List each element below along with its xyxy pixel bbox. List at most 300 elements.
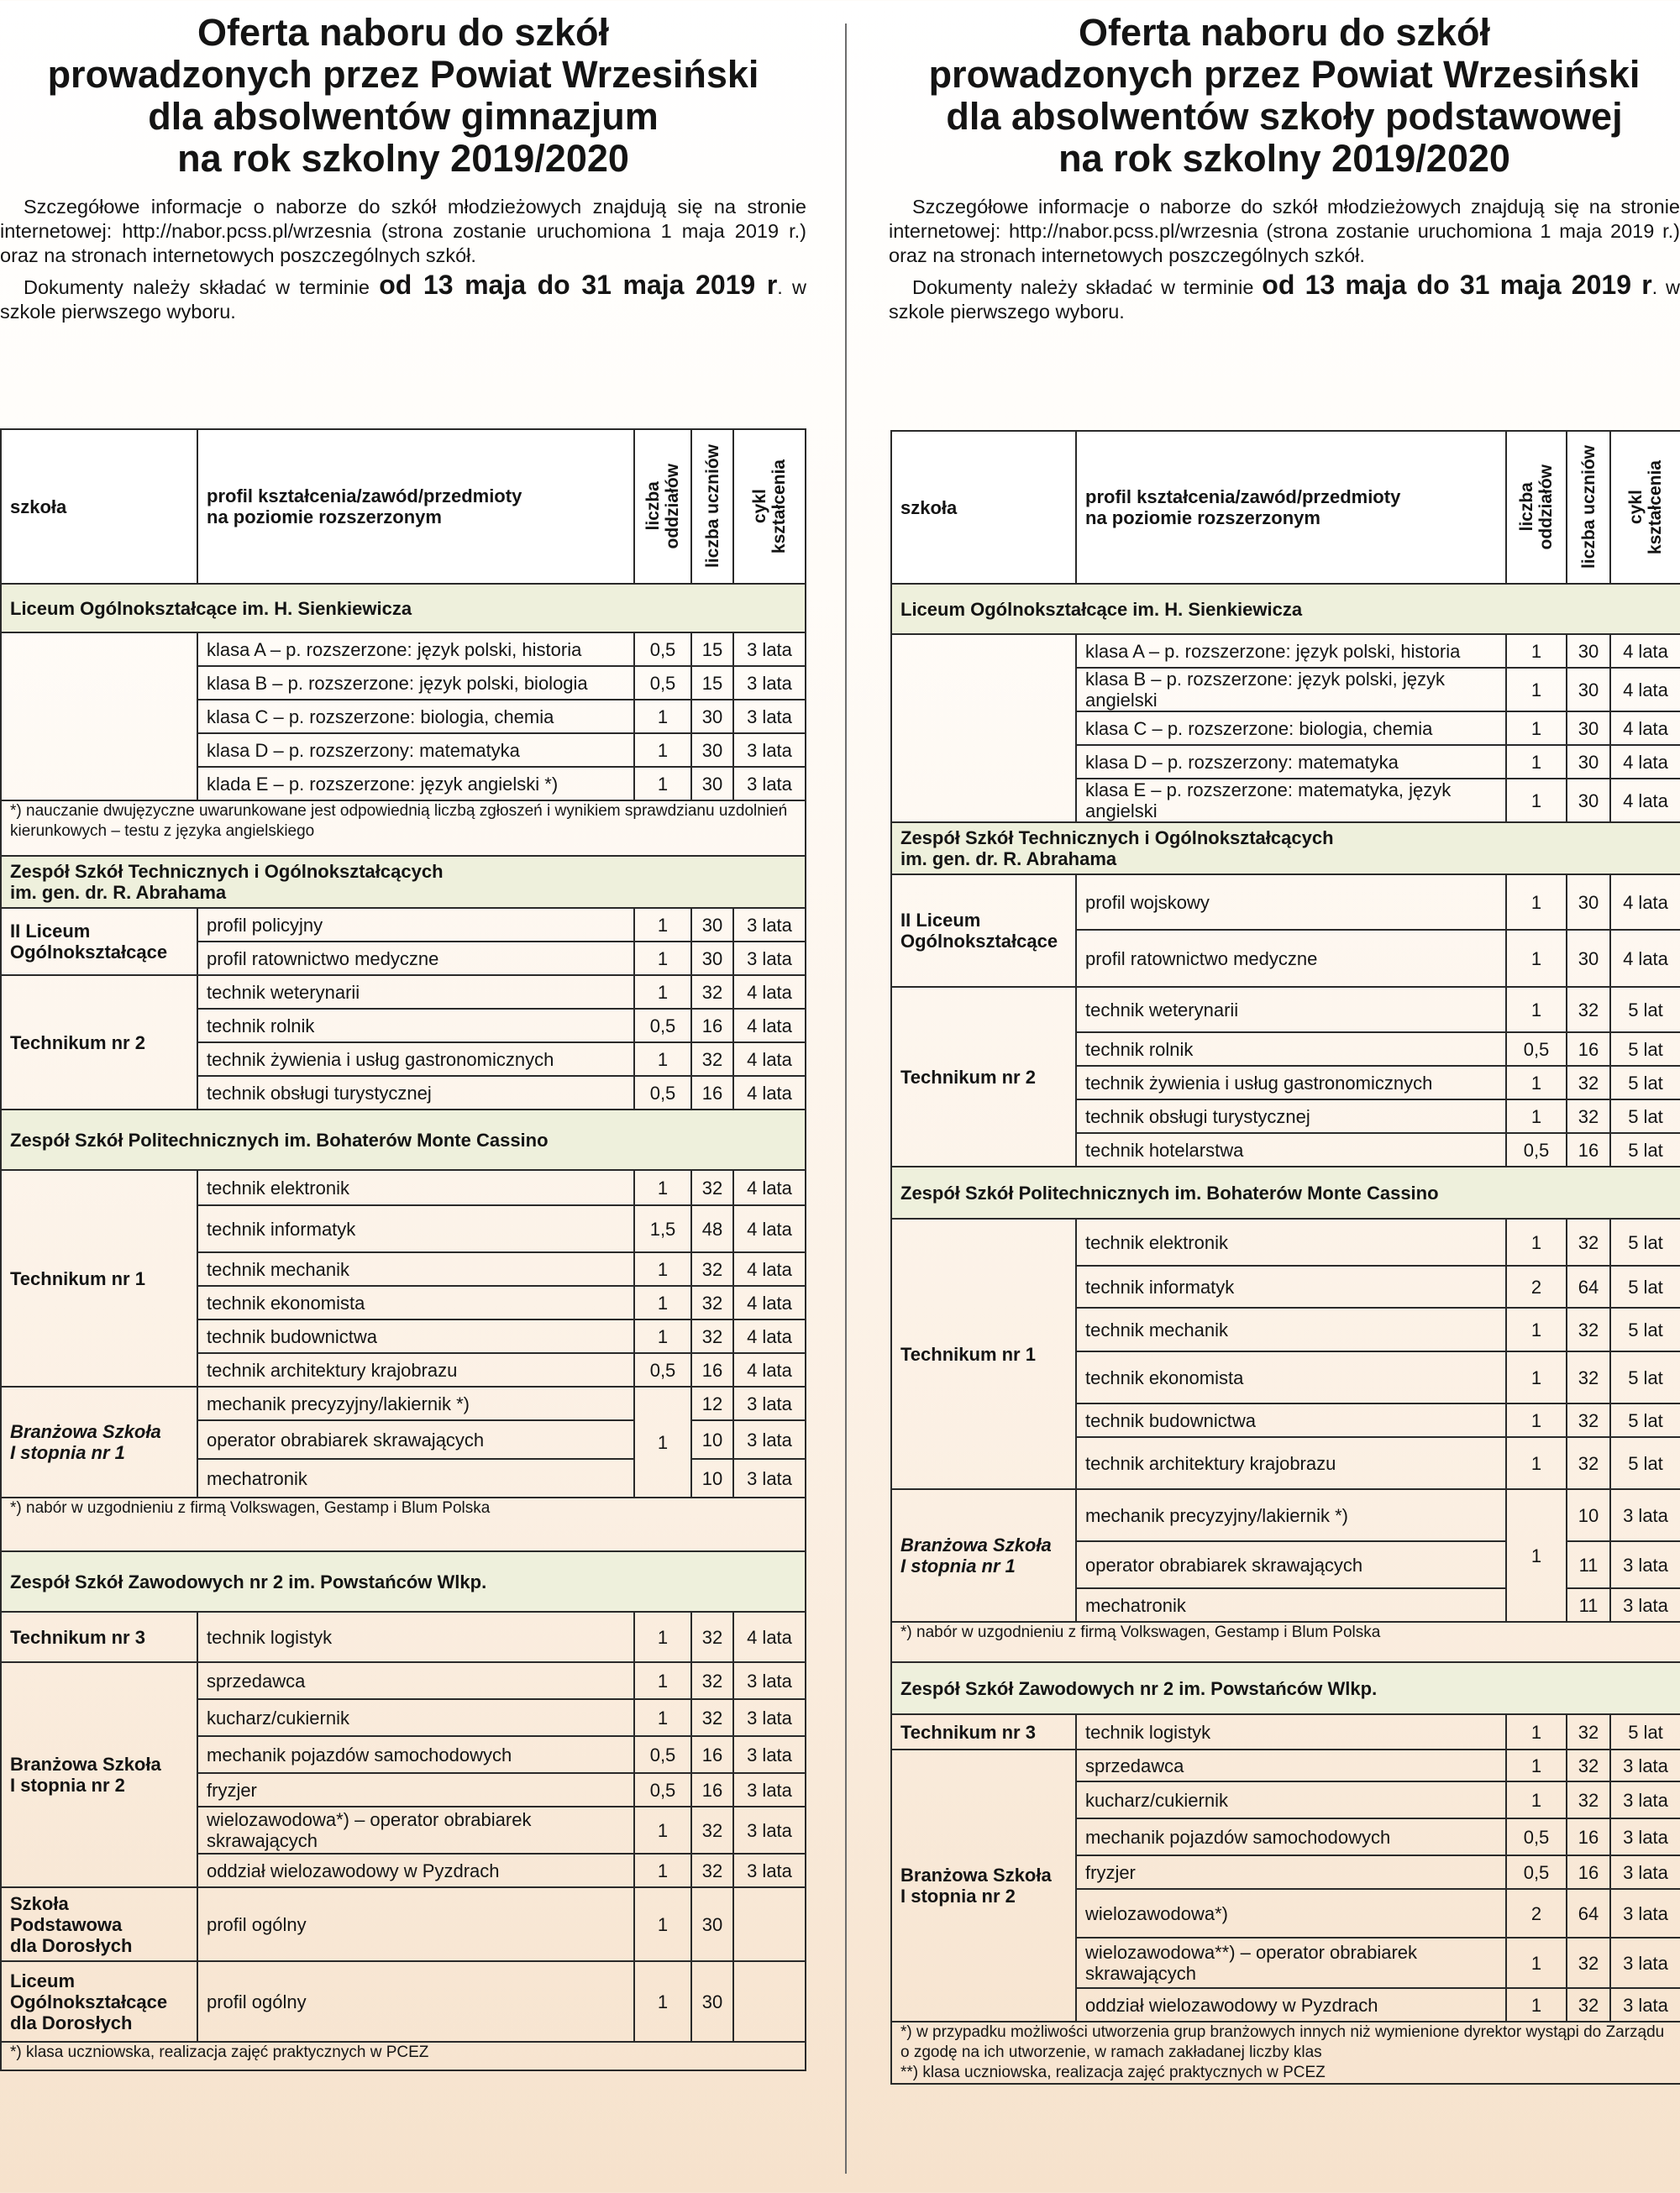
profile-cell: technik weterynarii bbox=[197, 975, 634, 1009]
section-name: Zespół Szkół Technicznych i Ogólnokształcących im. gen. dr. R. Abrahama bbox=[1, 856, 806, 908]
students-cell: 32 bbox=[1567, 1781, 1610, 1818]
section-name: Zespół Szkół Technicznych i Ogólnokształcących im. gen. dr. R. Abrahama bbox=[891, 822, 1680, 874]
classes-cell: 0,5 bbox=[634, 1009, 691, 1042]
students-cell: 11 bbox=[1567, 1541, 1610, 1588]
cycle-cell: 3 lata bbox=[733, 666, 806, 700]
students-cell: 30 bbox=[691, 767, 733, 800]
cycle-cell: 5 lat bbox=[1610, 1714, 1680, 1750]
profile-cell: fryzjer bbox=[197, 1773, 634, 1807]
cycle-cell: 5 lat bbox=[1610, 1437, 1680, 1489]
school-name bbox=[1, 632, 197, 800]
classes-cell: 1 bbox=[634, 908, 691, 942]
students-cell: 16 bbox=[691, 1353, 733, 1387]
footnote: *) nabór w uzgodnieniu z firmą Volkswagen, Gestamp i Blum Polska bbox=[891, 1622, 1680, 1662]
students-cell: 16 bbox=[1567, 1818, 1610, 1855]
profile-cell: technik weterynarii bbox=[1076, 987, 1506, 1032]
cycle-cell: 5 lat bbox=[1610, 1066, 1680, 1099]
header-profile: profil kształcenia/zawód/przedmioty na poziomie rozszerzonym bbox=[197, 429, 634, 584]
table-row bbox=[1, 975, 806, 1009]
section-row bbox=[1, 1551, 806, 1612]
classes-cell: 0,5 bbox=[634, 632, 691, 666]
footnote-row bbox=[1, 800, 806, 856]
left-intro-deadline-suffix: . w szkole pierwszego wyboru. bbox=[0, 276, 807, 323]
classes-cell: 1 bbox=[1506, 1351, 1567, 1403]
profile-cell: oddział wielozawodowy w Pyzdrach bbox=[197, 1854, 634, 1887]
students-cell: 32 bbox=[691, 1042, 733, 1076]
cycle-cell: 5 lat bbox=[1610, 1032, 1680, 1066]
profile-cell: klasa D – p. rozszerzony: matematyka bbox=[1076, 745, 1506, 779]
cycle-cell bbox=[733, 1961, 806, 2042]
students-cell: 32 bbox=[1567, 1437, 1610, 1489]
cycle-cell: 4 lata bbox=[1610, 634, 1680, 668]
students-cell: 32 bbox=[1567, 1351, 1610, 1403]
cycle-cell: 3 lata bbox=[1610, 1855, 1680, 1889]
students-cell: 30 bbox=[691, 942, 733, 975]
cycle-cell: 3 lata bbox=[733, 1807, 806, 1854]
header-classes-label: liczba oddziałów bbox=[1517, 464, 1556, 550]
classes-cell: 1 bbox=[1506, 874, 1567, 930]
students-cell: 32 bbox=[691, 1170, 733, 1205]
classes-cell: 0,5 bbox=[634, 1353, 691, 1387]
profile-cell: wielozawodowa*) – operator obrabiarek skrawających bbox=[197, 1807, 634, 1854]
table-row bbox=[891, 1219, 1680, 1266]
table-row bbox=[891, 874, 1680, 930]
profile-cell: technik logistyk bbox=[1076, 1714, 1506, 1750]
students-cell: 30 bbox=[1567, 668, 1610, 711]
cycle-cell: 3 lata bbox=[1610, 1781, 1680, 1818]
left-intro-deadline-paragraph bbox=[0, 270, 807, 324]
header-cycle bbox=[1610, 431, 1680, 584]
students-cell: 16 bbox=[1567, 1855, 1610, 1889]
students-cell: 32 bbox=[1567, 1219, 1610, 1266]
classes-cell: 0,5 bbox=[1506, 1133, 1567, 1167]
classes-cell: 1 bbox=[1506, 1066, 1567, 1099]
profile-cell: technik architektury krajobrazu bbox=[1076, 1437, 1506, 1489]
profile-cell: klasa E – p. rozszerzone: matematyka, język angielski bbox=[1076, 779, 1506, 822]
table-row bbox=[1, 632, 806, 666]
classes-cell: 1 bbox=[634, 1854, 691, 1887]
left-column bbox=[0, 0, 806, 329]
cycle-cell: 5 lat bbox=[1610, 1308, 1680, 1351]
footnote: *) w przypadku możliwości utworzenia grup branżowych innych niż wymienione dyrektor wystąpi do Zarządu o zgodę na ich utworzenie, w ramach zakładanej liczby klas **) klasa uczniowska, realizacja zajęć praktycznych w PCEZ bbox=[891, 2022, 1680, 2084]
cycle-cell: 4 lata bbox=[733, 1252, 806, 1286]
cycle-cell: 4 lata bbox=[1610, 745, 1680, 779]
footnote-row bbox=[1, 1498, 806, 1551]
cycle-cell: 3 lata bbox=[733, 1736, 806, 1773]
school-name: Technikum nr 1 bbox=[891, 1219, 1076, 1489]
right-offer-table bbox=[890, 430, 1680, 2085]
classes-cell: 1,5 bbox=[634, 1205, 691, 1252]
profile-cell: klasa B – p. rozszerzone: język polski, język angielski bbox=[1076, 668, 1506, 711]
classes-cell: 1 bbox=[1506, 711, 1567, 745]
profile-cell: sprzedawca bbox=[1076, 1750, 1506, 1781]
classes-cell: 1 bbox=[634, 942, 691, 975]
profile-cell: technik mechanik bbox=[197, 1252, 634, 1286]
right-intro bbox=[889, 195, 1680, 324]
classes-cell: 1 bbox=[1506, 634, 1567, 668]
profile-cell: technik informatyk bbox=[197, 1205, 634, 1252]
profile-cell: technik informatyk bbox=[1076, 1266, 1506, 1308]
profile-cell: mechanik pojazdów samochodowych bbox=[197, 1736, 634, 1773]
section-row bbox=[1, 856, 806, 908]
students-cell: 16 bbox=[691, 1076, 733, 1110]
profile-cell: technik mechanik bbox=[1076, 1308, 1506, 1351]
classes-cell: 1 bbox=[634, 1387, 691, 1498]
students-cell: 30 bbox=[1567, 874, 1610, 930]
classes-cell: 1 bbox=[1506, 1781, 1567, 1818]
profile-cell: technik ekonomista bbox=[197, 1286, 634, 1319]
profile-cell: kucharz/cukiernik bbox=[197, 1699, 634, 1736]
cycle-cell: 3 lata bbox=[733, 1420, 806, 1459]
students-cell: 12 bbox=[691, 1387, 733, 1420]
classes-cell: 1 bbox=[634, 767, 691, 800]
cycle-cell: 3 lata bbox=[733, 1662, 806, 1699]
left-deadline: od 13 maja do 31 maja 2019 r bbox=[379, 270, 778, 300]
cycle-cell: 3 lata bbox=[733, 733, 806, 767]
students-cell: 10 bbox=[1567, 1489, 1610, 1541]
profile-cell: technik hotelarstwa bbox=[1076, 1133, 1506, 1167]
table-row bbox=[891, 1489, 1680, 1541]
students-cell: 32 bbox=[1567, 1308, 1610, 1351]
cycle-cell: 3 lata bbox=[1610, 1818, 1680, 1855]
cycle-cell: 4 lata bbox=[1610, 711, 1680, 745]
profile-cell: profil wojskowy bbox=[1076, 874, 1506, 930]
students-cell: 64 bbox=[1567, 1889, 1610, 1938]
profile-cell: mechatronik bbox=[197, 1459, 634, 1498]
column-divider bbox=[845, 24, 847, 2174]
cycle-cell: 4 lata bbox=[733, 1353, 806, 1387]
classes-cell: 1 bbox=[1506, 1099, 1567, 1133]
cycle-cell: 3 lata bbox=[1610, 1938, 1680, 1988]
classes-cell: 1 bbox=[634, 975, 691, 1009]
profile-cell: profil ogólny bbox=[197, 1887, 634, 1961]
table-row bbox=[891, 1714, 1680, 1750]
cycle-cell: 5 lat bbox=[1610, 1403, 1680, 1437]
classes-cell: 1 bbox=[634, 733, 691, 767]
students-cell: 32 bbox=[1567, 1750, 1610, 1781]
students-cell: 30 bbox=[1567, 779, 1610, 822]
left-intro-info: Szczegółowe informacje o naborze do szkół młodzieżowych znajdują się na stronie internetowej: http://nabor.pcss.pl/wrzesnia (strona zostanie uruchomiona 1 maja 2019 r.) oraz na stronach internetowych poszczególnych szkół. bbox=[0, 196, 806, 266]
section-name: Zespół Szkół Politechnicznych im. Bohaterów Monte Cassino bbox=[1, 1110, 806, 1170]
classes-cell: 1 bbox=[634, 1961, 691, 2042]
profile-cell: klada E – p. rozszerzone: język angielski *) bbox=[197, 767, 634, 800]
cycle-cell bbox=[733, 1887, 806, 1961]
school-name: Szkoła Podstawowa dla Dorosłych bbox=[1, 1887, 197, 1961]
classes-cell: 1 bbox=[634, 1699, 691, 1736]
section-name: Liceum Ogólnokształcące im. H. Sienkiewicza bbox=[891, 584, 1680, 634]
students-cell: 32 bbox=[1567, 1099, 1610, 1133]
profile-cell: technik architektury krajobrazu bbox=[197, 1353, 634, 1387]
students-cell: 16 bbox=[1567, 1032, 1610, 1066]
students-cell: 11 bbox=[1567, 1588, 1610, 1622]
header-students bbox=[1567, 431, 1610, 584]
header-students-label: liczba uczniów bbox=[702, 444, 722, 569]
footnote-row bbox=[891, 2022, 1680, 2084]
cycle-cell: 3 lata bbox=[1610, 1588, 1680, 1622]
classes-cell: 1 bbox=[634, 1319, 691, 1353]
classes-cell: 1 bbox=[1506, 1219, 1567, 1266]
right-title: Oferta naboru do szkół prowadzonych przez Powiat Wrzesiński dla absolwentów szkoły podstawowej na rok szkolny 2019/2020 bbox=[928, 11, 1641, 180]
profile-cell: technik obsługi turystycznej bbox=[197, 1076, 634, 1110]
classes-cell: 1 bbox=[634, 1286, 691, 1319]
students-cell: 32 bbox=[691, 975, 733, 1009]
cycle-cell: 3 lata bbox=[733, 1459, 806, 1498]
cycle-cell: 3 lata bbox=[733, 942, 806, 975]
left-intro bbox=[0, 195, 806, 324]
classes-cell: 1 bbox=[1506, 1988, 1567, 2022]
cycle-cell: 4 lata bbox=[733, 1170, 806, 1205]
students-cell: 30 bbox=[691, 700, 733, 733]
students-cell: 30 bbox=[691, 1887, 733, 1961]
students-cell: 15 bbox=[691, 666, 733, 700]
students-cell: 30 bbox=[1567, 634, 1610, 668]
classes-cell: 1 bbox=[1506, 987, 1567, 1032]
cycle-cell: 4 lata bbox=[733, 1612, 806, 1662]
right-intro-deadline-suffix: . w szkole pierwszego wyboru. bbox=[889, 276, 1680, 323]
students-cell: 32 bbox=[691, 1699, 733, 1736]
footnote: *) klasa uczniowska, realizacja zajęć praktycznych w PCEZ bbox=[1, 2042, 806, 2070]
cycle-cell: 3 lata bbox=[733, 1387, 806, 1420]
students-cell: 30 bbox=[691, 733, 733, 767]
left-title: Oferta naboru do szkół prowadzonych przez Powiat Wrzesiński dla absolwentów gimnazjum na rok szkolny 2019/2020 bbox=[47, 11, 759, 180]
cycle-cell: 5 lat bbox=[1610, 987, 1680, 1032]
classes-cell: 1 bbox=[634, 1807, 691, 1854]
students-cell: 30 bbox=[691, 908, 733, 942]
classes-cell: 1 bbox=[634, 1170, 691, 1205]
classes-cell: 0,5 bbox=[634, 1736, 691, 1773]
profile-cell: operator obrabiarek skrawających bbox=[197, 1420, 634, 1459]
students-cell: 16 bbox=[691, 1773, 733, 1807]
profile-cell: klasa A – p. rozszerzone: język polski, historia bbox=[1076, 634, 1506, 668]
header-school: szkoła bbox=[891, 431, 1076, 584]
profile-cell: operator obrabiarek skrawających bbox=[1076, 1541, 1506, 1588]
students-cell: 15 bbox=[691, 632, 733, 666]
cycle-cell: 4 lata bbox=[733, 1205, 806, 1252]
profile-cell: technik obsługi turystycznej bbox=[1076, 1099, 1506, 1133]
students-cell: 30 bbox=[691, 1961, 733, 2042]
cycle-cell: 5 lat bbox=[1610, 1266, 1680, 1308]
table-row bbox=[1, 1387, 806, 1420]
students-cell: 32 bbox=[1567, 1714, 1610, 1750]
table-row bbox=[891, 1750, 1680, 1781]
classes-cell: 1 bbox=[1506, 668, 1567, 711]
school-name: II Liceum Ogólnokształcące bbox=[891, 874, 1076, 987]
cycle-cell: 4 lata bbox=[733, 1076, 806, 1110]
classes-cell: 1 bbox=[634, 1662, 691, 1699]
classes-cell: 1 bbox=[634, 1887, 691, 1961]
header-students-label: liczba uczniów bbox=[1578, 445, 1599, 569]
classes-cell: 0,5 bbox=[1506, 1818, 1567, 1855]
footnote-row bbox=[1, 2042, 806, 2070]
cycle-cell: 3 lata bbox=[1610, 1988, 1680, 2022]
classes-cell: 2 bbox=[1506, 1266, 1567, 1308]
students-cell: 32 bbox=[691, 1252, 733, 1286]
left-offer-table bbox=[0, 428, 806, 2071]
table-row bbox=[1, 908, 806, 942]
classes-cell: 1 bbox=[1506, 1437, 1567, 1489]
profile-cell: kucharz/cukiernik bbox=[1076, 1781, 1506, 1818]
students-cell: 10 bbox=[691, 1420, 733, 1459]
footnote-row bbox=[891, 1622, 1680, 1662]
school-name: Branżowa Szkoła I stopnia nr 2 bbox=[1, 1662, 197, 1887]
cycle-cell: 4 lata bbox=[1610, 874, 1680, 930]
profile-cell: sprzedawca bbox=[197, 1662, 634, 1699]
left-intro-deadline-prefix: Dokumenty należy składać w terminie bbox=[24, 276, 370, 298]
students-cell: 32 bbox=[1567, 1403, 1610, 1437]
right-intro-info: Szczegółowe informacje o naborze do szkół młodzieżowych znajdują się na stronie internetowej: http://nabor.pcss.pl/wrzesnia (strona zostanie uruchomiona 1 maja 2019 r.) oraz na stronach internetowych poszczególnych szkół. bbox=[889, 196, 1680, 266]
section-name: Zespół Szkół Zawodowych nr 2 im. Powstańców Wlkp. bbox=[891, 1662, 1680, 1714]
profile-cell: klasa D – p. rozszerzony: matematyka bbox=[197, 733, 634, 767]
profile-cell: mechanik pojazdów samochodowych bbox=[1076, 1818, 1506, 1855]
cycle-cell: 4 lata bbox=[1610, 668, 1680, 711]
right-deadline: od 13 maja do 31 maja 2019 r bbox=[1262, 270, 1652, 300]
profile-cell: technik rolnik bbox=[197, 1009, 634, 1042]
profile-cell: technik rolnik bbox=[1076, 1032, 1506, 1066]
cycle-cell: 3 lata bbox=[733, 632, 806, 666]
cycle-cell: 3 lata bbox=[1610, 1541, 1680, 1588]
profile-cell: klasa A – p. rozszerzone: język polski, historia bbox=[197, 632, 634, 666]
profile-cell: technik logistyk bbox=[197, 1612, 634, 1662]
classes-cell: 1 bbox=[1506, 779, 1567, 822]
students-cell: 32 bbox=[691, 1662, 733, 1699]
profile-cell: technik żywienia i usług gastronomicznych bbox=[1076, 1066, 1506, 1099]
students-cell: 30 bbox=[1567, 745, 1610, 779]
students-cell: 30 bbox=[1567, 930, 1610, 987]
right-intro-deadline-prefix: Dokumenty należy składać w terminie bbox=[912, 276, 1254, 298]
cycle-cell: 4 lata bbox=[733, 1042, 806, 1076]
profile-cell: profil ratownictwo medyczne bbox=[1076, 930, 1506, 987]
profile-cell: profil ratownictwo medyczne bbox=[197, 942, 634, 975]
classes-cell: 1 bbox=[1506, 1714, 1567, 1750]
section-name: Liceum Ogólnokształcące im. H. Sienkiewicza bbox=[1, 584, 806, 632]
school-name: Liceum Ogólnokształcące dla Dorosłych bbox=[1, 1961, 197, 2042]
students-cell: 32 bbox=[691, 1319, 733, 1353]
classes-cell: 1 bbox=[1506, 1308, 1567, 1351]
cycle-cell: 4 lata bbox=[1610, 779, 1680, 822]
header-school: szkoła bbox=[1, 429, 197, 584]
classes-cell: 0,5 bbox=[634, 666, 691, 700]
table-row bbox=[1, 1887, 806, 1961]
students-cell: 16 bbox=[1567, 1133, 1610, 1167]
section-row bbox=[1, 1110, 806, 1170]
table-row bbox=[1, 1612, 806, 1662]
school-name: II Liceum Ogólnokształcące bbox=[1, 908, 197, 975]
school-name: Technikum nr 2 bbox=[891, 987, 1076, 1167]
students-cell: 16 bbox=[691, 1009, 733, 1042]
profile-cell: klasa C – p. rozszerzone: biologia, chemia bbox=[1076, 711, 1506, 745]
header-classes-label: liczba oddziałów bbox=[643, 464, 682, 549]
classes-cell: 1 bbox=[1506, 1938, 1567, 1988]
header-classes bbox=[1506, 431, 1567, 584]
school-name bbox=[891, 634, 1076, 822]
profile-cell: technik ekonomista bbox=[1076, 1351, 1506, 1403]
right-intro-deadline-paragraph bbox=[889, 270, 1680, 324]
students-cell: 64 bbox=[1567, 1266, 1610, 1308]
school-name: Technikum nr 3 bbox=[1, 1612, 197, 1662]
classes-cell: 0,5 bbox=[634, 1076, 691, 1110]
students-cell: 32 bbox=[1567, 1988, 1610, 2022]
cycle-cell: 3 lata bbox=[733, 908, 806, 942]
classes-cell: 1 bbox=[634, 700, 691, 733]
profile-cell: technik budownictwa bbox=[1076, 1403, 1506, 1437]
cycle-cell: 5 lat bbox=[1610, 1351, 1680, 1403]
students-cell: 10 bbox=[691, 1459, 733, 1498]
classes-cell: 2 bbox=[1506, 1889, 1567, 1938]
section-row bbox=[891, 1662, 1680, 1714]
students-cell: 32 bbox=[691, 1612, 733, 1662]
section-row bbox=[891, 1167, 1680, 1219]
cycle-cell: 4 lata bbox=[733, 1319, 806, 1353]
cycle-cell: 5 lat bbox=[1610, 1219, 1680, 1266]
header-profile: profil kształcenia/zawód/przedmioty na poziomie rozszerzonym bbox=[1076, 431, 1506, 584]
cycle-cell: 3 lata bbox=[733, 1773, 806, 1807]
table-row bbox=[1, 1662, 806, 1699]
students-cell: 30 bbox=[1567, 711, 1610, 745]
section-row bbox=[1, 584, 806, 632]
school-name: Branżowa Szkoła I stopnia nr 2 bbox=[891, 1750, 1076, 2022]
classes-cell: 1 bbox=[1506, 1750, 1567, 1781]
table-row bbox=[891, 987, 1680, 1032]
header-classes bbox=[634, 429, 691, 584]
profile-cell: oddział wielozawodowy w Pyzdrach bbox=[1076, 1988, 1506, 2022]
classes-cell: 1 bbox=[1506, 930, 1567, 987]
school-name: Branżowa Szkoła I stopnia nr 1 bbox=[891, 1489, 1076, 1622]
cycle-cell: 4 lata bbox=[733, 1286, 806, 1319]
profile-cell: mechanik precyzyjny/lakiernik *) bbox=[197, 1387, 634, 1420]
school-name: Branżowa Szkoła I stopnia nr 1 bbox=[1, 1387, 197, 1498]
cycle-cell: 4 lata bbox=[733, 975, 806, 1009]
table-row bbox=[891, 634, 1680, 668]
students-cell: 48 bbox=[691, 1205, 733, 1252]
profile-cell: wielozawodowa**) – operator obrabiarek skrawających bbox=[1076, 1938, 1506, 1988]
cycle-cell: 3 lata bbox=[733, 1854, 806, 1887]
cycle-cell: 4 lata bbox=[1610, 930, 1680, 987]
table-row bbox=[1, 1961, 806, 2042]
classes-cell: 1 bbox=[1506, 1489, 1567, 1622]
students-cell: 32 bbox=[1567, 1066, 1610, 1099]
classes-cell: 1 bbox=[634, 1252, 691, 1286]
profile-cell: mechanik precyzyjny/lakiernik *) bbox=[1076, 1489, 1506, 1541]
cycle-cell: 5 lat bbox=[1610, 1099, 1680, 1133]
header-cycle-label: cykl kształcenia bbox=[1626, 459, 1665, 555]
cycle-cell: 4 lata bbox=[733, 1009, 806, 1042]
students-cell: 32 bbox=[691, 1807, 733, 1854]
cycle-cell: 3 lata bbox=[1610, 1889, 1680, 1938]
classes-cell: 1 bbox=[1506, 745, 1567, 779]
cycle-cell: 3 lata bbox=[733, 1699, 806, 1736]
students-cell: 32 bbox=[1567, 987, 1610, 1032]
classes-cell: 0,5 bbox=[1506, 1855, 1567, 1889]
section-name: Zespół Szkół Politechnicznych im. Bohaterów Monte Cassino bbox=[891, 1167, 1680, 1219]
classes-cell: 1 bbox=[634, 1042, 691, 1076]
profile-cell: fryzjer bbox=[1076, 1855, 1506, 1889]
header-cycle bbox=[733, 429, 806, 584]
profile-cell: klasa B – p. rozszerzone: język polski, biologia bbox=[197, 666, 634, 700]
cycle-cell: 3 lata bbox=[1610, 1750, 1680, 1781]
header-cycle-label: cykl kształcenia bbox=[750, 459, 789, 554]
classes-cell: 1 bbox=[634, 1612, 691, 1662]
right-column bbox=[889, 0, 1680, 329]
students-cell: 32 bbox=[691, 1854, 733, 1887]
students-cell: 32 bbox=[1567, 1938, 1610, 1988]
school-name: Technikum nr 1 bbox=[1, 1170, 197, 1387]
profile-cell: technik żywienia i usług gastronomicznych bbox=[197, 1042, 634, 1076]
section-name: Zespół Szkół Zawodowych nr 2 im. Powstańców Wlkp. bbox=[1, 1551, 806, 1612]
cycle-cell: 3 lata bbox=[733, 767, 806, 800]
classes-cell: 0,5 bbox=[634, 1773, 691, 1807]
table-row bbox=[1, 1170, 806, 1205]
footnote: *) nauczanie dwujęzyczne uwarunkowane jest odpowiednią liczbą zgłoszeń i wynikiem sprawdzianu uzdolnień kierunkowych – testu z języka angielskiego bbox=[1, 800, 806, 856]
